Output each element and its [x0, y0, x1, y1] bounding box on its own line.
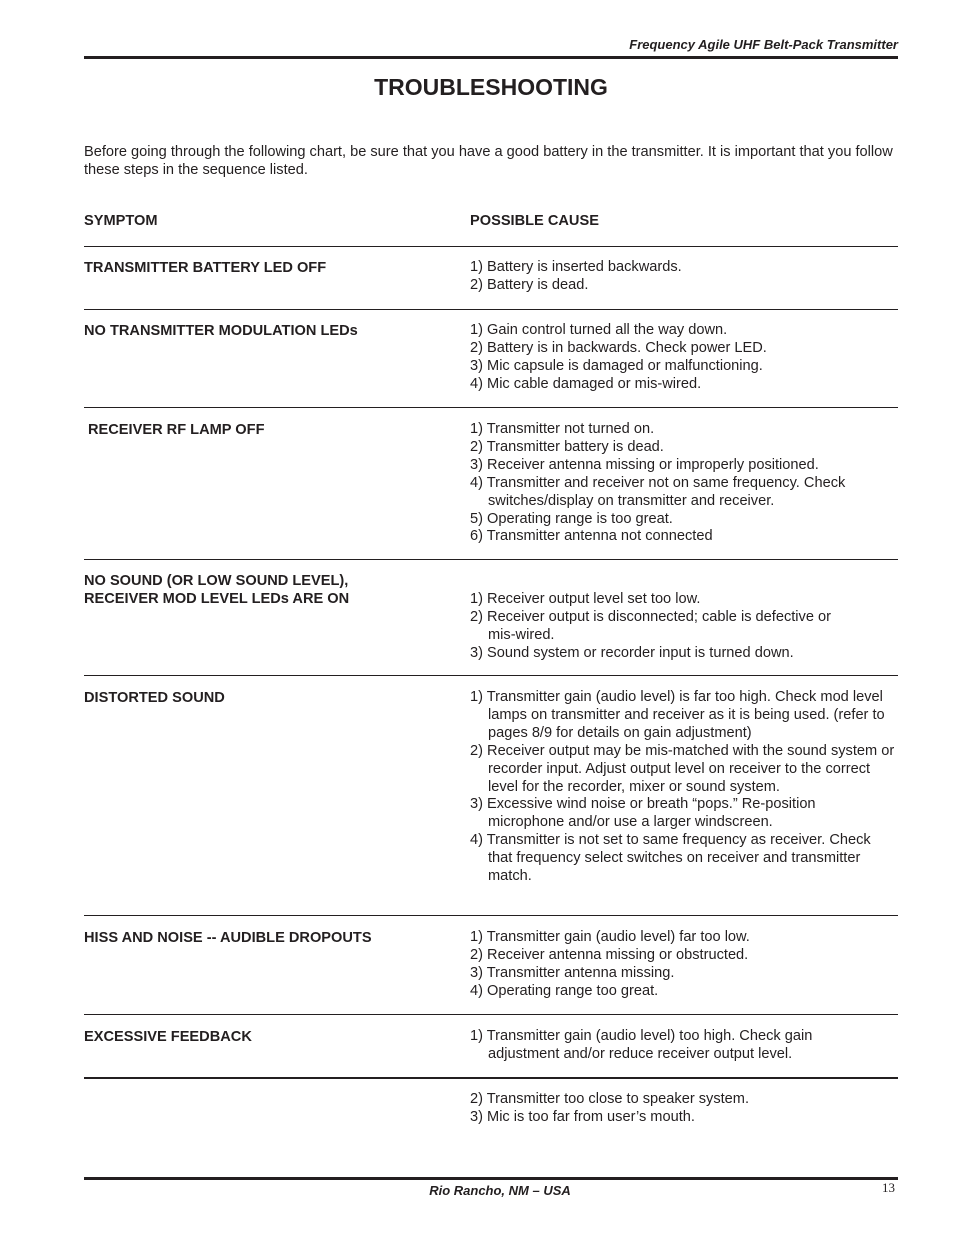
cause-item: 2) Receiver antenna missing or obstructed. [470, 946, 749, 963]
table-divider [84, 915, 898, 916]
symptom-line: HISS AND NOISE -- AUDIBLE DROPOUTS [84, 930, 372, 946]
symptom [84, 259, 454, 277]
cause-item: 3) Sound system or recorder input is turned down. [470, 644, 794, 661]
cause-item: 1) Battery is inserted backwards. [470, 259, 682, 275]
table-divider [84, 1077, 898, 1079]
cause-item: 2) Transmitter battery is dead. [470, 438, 664, 455]
cause-item: 3) Mic is too far from user’s mouth. [470, 1108, 695, 1125]
cause-list [470, 591, 850, 663]
cause-list [470, 689, 895, 886]
symptom [88, 421, 458, 439]
symptom-line: DISTORTED SOUND [84, 690, 225, 706]
page-number: 13 [882, 1180, 895, 1195]
cause-list [470, 421, 900, 546]
cause-list [470, 1028, 865, 1064]
column-header-symptom: SYMPTOM [84, 213, 158, 229]
symptom-line: RECEIVER RF LAMP OFF [88, 422, 265, 438]
symptom-line: NO SOUND (OR LOW SOUND LEVEL), [84, 573, 349, 589]
cause-list [470, 929, 900, 1001]
table-divider [84, 309, 898, 310]
symptom-line: TRANSMITTER BATTERY LED OFF [84, 260, 327, 276]
cause-item: 4) Operating range too great. [470, 982, 659, 999]
symptom [84, 1028, 454, 1046]
cause-item: 2) Transmitter too close to speaker system. [470, 1091, 750, 1107]
footer-location: Rio Rancho, NM – USA [429, 1183, 571, 1198]
table-divider [84, 407, 898, 408]
cause-item: 3) Excessive wind noise or breath “pops.” Re-position microphone and/or use a larger windscreen. [470, 796, 816, 831]
symptom [84, 322, 454, 340]
cause-item: 1) Receiver output level set too low. [470, 591, 701, 607]
symptom [84, 929, 454, 947]
cause-item: 1) Transmitter gain (audio level) far too low. [470, 929, 750, 945]
symptom [84, 572, 454, 608]
symptom [84, 689, 454, 707]
cause-item: 1) Transmitter gain (audio level) too high. Check gain adjustment and/or reduce receiver output level. [470, 1028, 813, 1062]
running-header: Frequency Agile UHF Belt-Pack Transmitter [629, 37, 898, 52]
symptom-line: RECEIVER MOD LEVEL LEDs ARE ON [84, 591, 350, 607]
cause-item: 2) Receiver output may be mis-matched with the sound system or recorder input. Adjust output level on receiver to the correct level for the recorder, mixer or sound system. [470, 742, 895, 795]
symptom-line: NO TRANSMITTER MODULATION LEDs [84, 323, 358, 339]
cause-item: 4) Transmitter and receiver not on same frequency. Check switches/display on transmitter and receiver. [470, 474, 846, 509]
cause-item: 5) Operating range is too great. [470, 510, 673, 527]
symptom-line: EXCESSIVE FEEDBACK [84, 1029, 252, 1045]
cause-list [470, 259, 900, 295]
cause-item: 2) Receiver output is disconnected; cable is defective or mis-wired. [470, 608, 831, 643]
cause-item: 1) Transmitter not turned on. [470, 421, 655, 437]
footer-rule [84, 1177, 898, 1180]
cause-item: 4) Mic cable damaged or mis-wired. [470, 375, 702, 392]
cause-item: 6) Transmitter antenna not connected [470, 528, 713, 545]
cause-item: 3) Receiver antenna missing or improperly positioned. [470, 456, 819, 473]
header-rule [84, 56, 898, 59]
column-header-cause: POSSIBLE CAUSE [470, 213, 599, 229]
cause-item: 2) Battery is in backwards. Check power LED. [470, 339, 767, 356]
table-divider [84, 246, 898, 247]
cause-item: 3) Transmitter antenna missing. [470, 964, 675, 981]
cause-item: 2) Battery is dead. [470, 276, 589, 293]
cause-list [470, 322, 900, 394]
cause-item: 1) Gain control turned all the way down. [470, 322, 728, 338]
table-divider [84, 559, 898, 560]
page-title: TROUBLESHOOTING [374, 74, 608, 100]
cause-item: 1) Transmitter gain (audio level) is far too high. Check mod level lamps on transmitter and receiver as it is being used. (refer to pages 8/9 for details on gain adjustment) [470, 689, 885, 741]
cause-item: 3) Mic capsule is damaged or malfunctioning. [470, 357, 763, 374]
table-divider [84, 675, 898, 676]
cause-list [470, 1091, 900, 1127]
intro-paragraph: Before going through the following chart, be sure that you have a good battery in the transmitter. It is important that you follow these steps in the sequence listed. [84, 144, 893, 178]
table-divider [84, 1014, 898, 1015]
cause-item: 4) Transmitter is not set to same frequency as receiver. Check that frequency select switches on receiver and transmitter match. [470, 832, 871, 885]
